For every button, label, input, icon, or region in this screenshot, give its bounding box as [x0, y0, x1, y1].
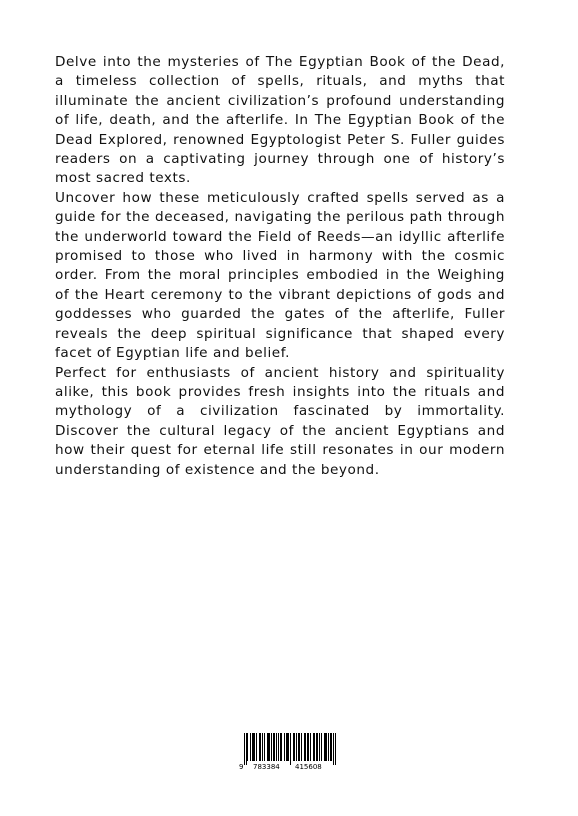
barcode-bar [286, 733, 287, 761]
barcode-bar [330, 733, 331, 761]
barcode-bar [298, 733, 299, 761]
barcode-bar [246, 733, 247, 765]
barcode-digits-left: 783384 [253, 763, 280, 771]
barcode-bar [308, 733, 309, 761]
barcode-graphic [238, 731, 338, 771]
barcode-bar [276, 733, 277, 761]
description-paragraph-2: Uncover how these meticulously crafted spells served as a guide for the deceased, navigating the perilous path through the underworld toward the Field of Reeds—an idyllic afterlife promised to those who lived in harmony with the cosmic order. From the moral principles embodied in the Weighing of the Heart ceremony to the vibrant depictions of gods and goddesses who guarded the gates of the afterlife, Fuller reveals the deep spiritual significance that shaped every facet of Egyptian life and belief. [55, 189, 505, 362]
barcode-bar [278, 733, 279, 761]
barcode-bar [253, 733, 254, 761]
barcode-bar [288, 733, 289, 761]
barcode-bar [294, 733, 295, 761]
barcode-bar [287, 733, 288, 761]
barcode-bar [335, 733, 336, 765]
barcode-bar [290, 733, 291, 765]
barcode-bar [299, 733, 300, 761]
barcode-bar [331, 733, 332, 761]
barcode-bar [247, 733, 248, 761]
barcode-bar [313, 733, 314, 761]
barcode-bar [256, 733, 257, 761]
barcode-bar [324, 733, 325, 761]
barcode-bar [314, 733, 315, 761]
barcode-bar [333, 733, 334, 765]
barcode-bar [284, 733, 285, 761]
barcode-bar [326, 733, 327, 761]
barcode-bar [304, 733, 305, 761]
barcode-bar [264, 733, 265, 761]
description-paragraph-1: Delve into the mysteries of The Egyptian Book of the Dead, a timeless collection of spells, rituals, and myths that illuminate the ancient civilization’s profound understanding of life, death, and the afterlife. In The Egyptian Book of the Dead Explored, renowned Egyptologist Peter S. Fuller guides readers on a captivating journey through one of history’s most sacred texts. [55, 54, 505, 187]
barcode-bar [250, 733, 251, 761]
barcode-bar [328, 733, 329, 761]
barcode-bar [259, 733, 260, 761]
barcode-bar [305, 733, 306, 761]
description-paragraph-3: Perfect for enthusiasts of ancient history and spirituality alike, this book provides fresh insights into the rituals and mythology of a civilization fascinated by immortality. Discover the cultural legacy of the ancient Egyptians and how their quest for eternal life still resonates in our modern understanding of existence and the beyond. [55, 364, 505, 478]
barcode-bar [262, 733, 263, 761]
barcode-digit-first: 9 [239, 763, 244, 771]
barcode-bar [310, 733, 311, 761]
barcode-bar [317, 733, 318, 761]
barcode-bar [307, 733, 308, 761]
barcode-bar [254, 733, 255, 761]
barcode-bar [267, 733, 268, 761]
barcode-bar [252, 733, 253, 761]
barcode-bar [268, 733, 269, 761]
barcode-bar [274, 733, 275, 761]
barcode-bar [319, 733, 320, 761]
barcode-bar [321, 733, 322, 761]
barcode-bar [281, 733, 282, 761]
barcode-bar [293, 733, 294, 761]
barcode-bar [301, 733, 302, 761]
book-description [55, 53, 505, 480]
barcode-bar [280, 733, 281, 761]
barcode-bar [244, 733, 245, 765]
isbn-barcode [238, 731, 338, 771]
barcode-bar [269, 733, 270, 761]
barcode-bar [325, 733, 326, 761]
barcode-bar [273, 733, 274, 761]
barcode-bar [260, 733, 261, 761]
barcode-digits-right: 415608 [295, 763, 322, 771]
barcode-bar [316, 733, 317, 761]
barcode-bar [296, 733, 297, 761]
barcode-bar [271, 733, 272, 761]
